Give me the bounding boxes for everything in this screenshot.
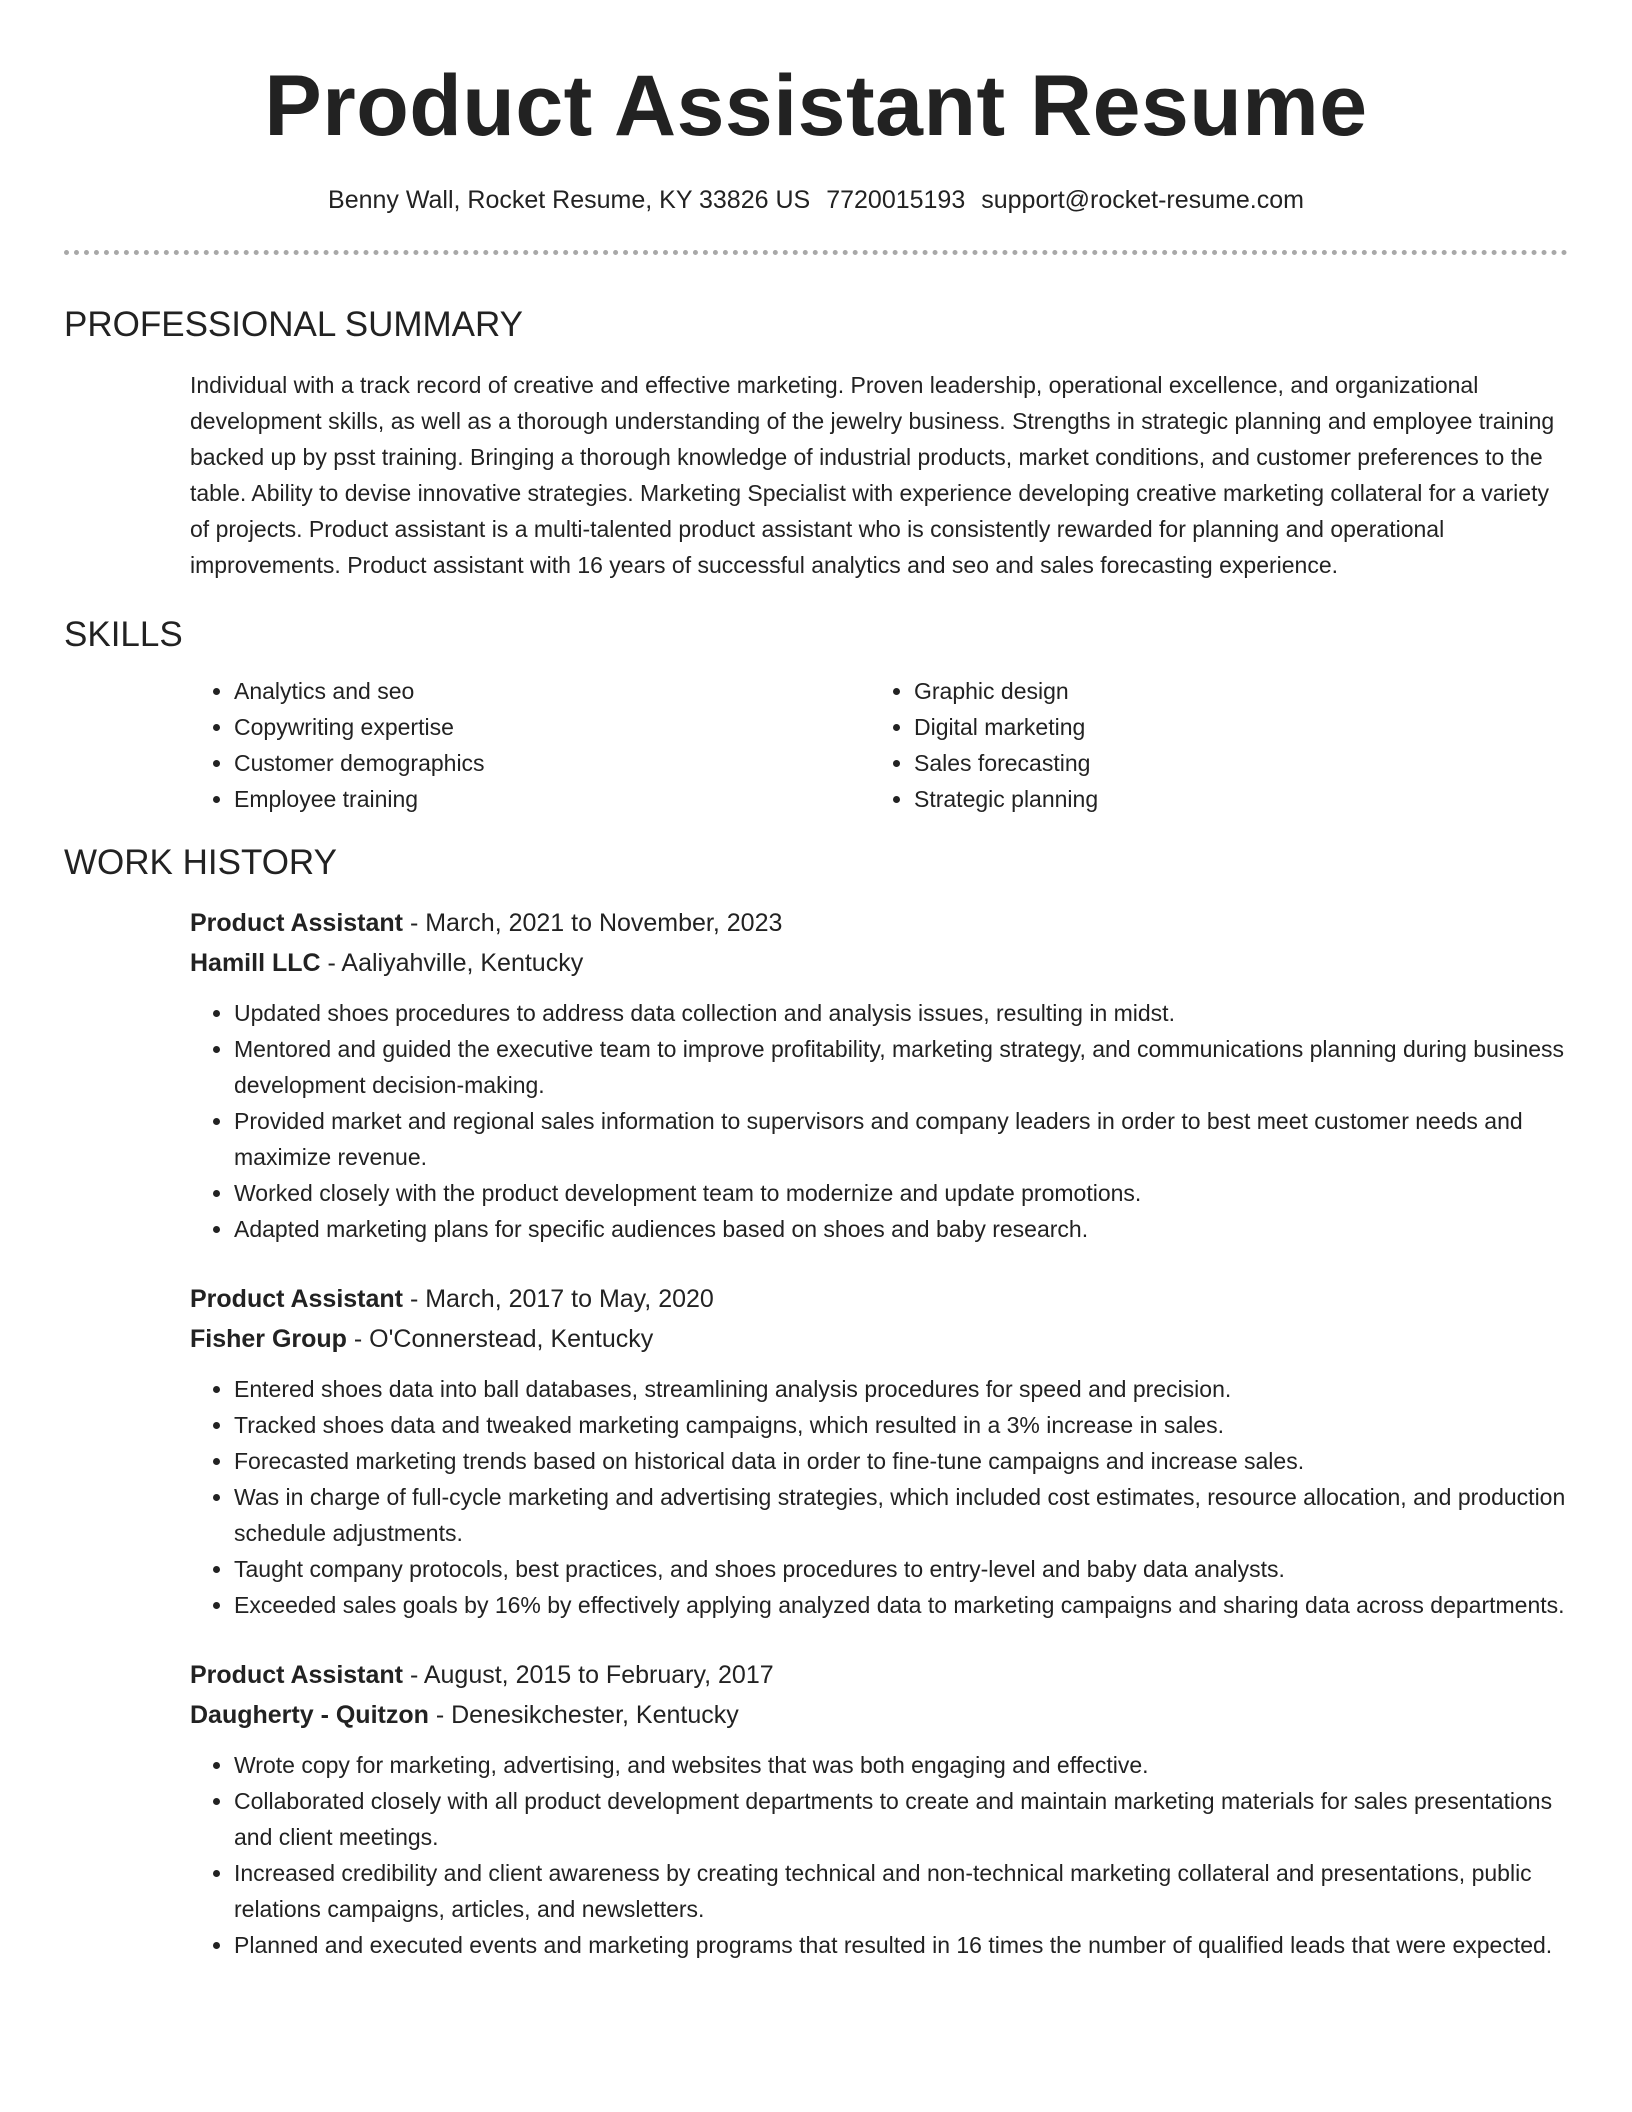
contact-email: support@rocket-resume.com <box>981 186 1304 214</box>
job-title: Product Assistant <box>190 1285 404 1313</box>
skill-item: • Sales forecasting <box>914 745 1550 781</box>
job-bullets <box>190 1371 1568 1623</box>
skill-item: • Graphic design <box>914 673 1550 709</box>
skill-item: • Copywriting expertise <box>234 709 870 745</box>
job-location: - Aaliyahville, Kentucky <box>320 949 584 977</box>
job-bullet: • Adapted marketing plans for specific audiences based on shoes and baby research. <box>234 1211 1568 1247</box>
contact-address: Benny Wall, Rocket Resume, KY 33826 US <box>328 186 811 214</box>
job-company: Daugherty - Quitzon <box>190 1701 429 1729</box>
job-bullet: • Wrote copy for marketing, advertising, and websites that was both engaging and effective. <box>234 1747 1568 1783</box>
job-company: Fisher Group <box>190 1325 347 1353</box>
job-title-line <box>190 1655 1568 1695</box>
job-company-line <box>190 1695 1568 1735</box>
job-bullet: • Provided market and regional sales information to supervisors and company leaders in order to best meet customer needs and maximize revenue. <box>234 1103 1568 1175</box>
job-bullet: • Taught company protocols, best practices, and shoes procedures to entry-level and baby data analysts. <box>234 1551 1568 1587</box>
job-bullet: • Exceeded sales goals by 16% by effectively applying analyzed data to marketing campaigns and sharing data across departments. <box>234 1587 1568 1623</box>
job-bullet: • Planned and executed events and marketing programs that resulted in 16 times the number of qualified leads that were expected. <box>234 1927 1568 1963</box>
job-bullet: • Tracked shoes data and tweaked marketing campaigns, which resulted in a 3% increase in sales. <box>234 1407 1568 1443</box>
summary-text: Individual with a track record of creative and effective marketing. Proven leadership, operational excellence, and organizational development skills, as well as a thorough understanding of the jewelry business. Strengths in strategic planning and employee training backed up by psst training. Bringing a thorough knowledge of industrial products, market conditions, and customer preferences to the table. Ability to devise innovative strategies. Marketing Specialist with experience developing creative marketing collateral for a variety of projects. Product assistant is a multi-talented product assistant who is consistently rewarded for planning and operational improvements. Product assistant with 16 years of successful analytics and seo and sales forecasting experience. <box>190 372 1555 578</box>
job-bullets <box>190 995 1568 1247</box>
contact-phone: 7720015193 <box>826 186 966 214</box>
job-entry <box>190 1279 1568 1623</box>
job-title: Product Assistant <box>190 909 404 937</box>
skill-item: • Digital marketing <box>914 709 1550 745</box>
job-bullet: • Was in charge of full-cycle marketing and advertising strategies, which included cost estimates, resource allocation, and production schedule adjustments. <box>234 1479 1568 1551</box>
skills-column-left <box>190 673 870 817</box>
skills-heading: SKILLS <box>64 615 183 654</box>
job-bullet: • Increased credibility and client awareness by creating technical and non-technical marketing collateral and presentations, public relations campaigns, articles, and newsletters. <box>234 1855 1568 1927</box>
job-company-line <box>190 1319 1568 1359</box>
resume-page <box>64 0 1568 1963</box>
job-dates: - March, 2017 to May, 2020 <box>403 1285 714 1313</box>
job-company-line <box>190 943 1568 983</box>
job-bullet: • Collaborated closely with all product development departments to create and maintain marketing materials for sales presentations and client meetings. <box>234 1783 1568 1855</box>
job-dates: - March, 2021 to November, 2023 <box>403 909 783 937</box>
job-bullet: • Mentored and guided the executive team to improve profitability, marketing strategy, and communications planning during business development decision-making. <box>234 1031 1568 1103</box>
job-company: Hamill LLC <box>190 949 321 977</box>
job-location: - Denesikchester, Kentucky <box>428 1701 739 1729</box>
job-entry <box>190 1655 1568 1963</box>
job-entry <box>190 903 1568 1247</box>
work-history-heading: WORK HISTORY <box>64 843 337 882</box>
job-location: - O'Connerstead, Kentucky <box>346 1325 654 1353</box>
skill-item: • Employee training <box>234 781 870 817</box>
job-title-line <box>190 903 1568 943</box>
skill-item: • Analytics and seo <box>234 673 870 709</box>
skill-item: • Strategic planning <box>914 781 1550 817</box>
job-bullets <box>190 1747 1568 1963</box>
job-title-line <box>190 1279 1568 1319</box>
skills-list <box>190 673 1568 817</box>
summary-heading: PROFESSIONAL SUMMARY <box>64 305 523 344</box>
skill-item: • Customer demographics <box>234 745 870 781</box>
contact-line <box>64 184 1568 216</box>
job-title: Product Assistant <box>190 1661 404 1689</box>
job-bullet: • Worked closely with the product development team to modernize and update promotions. <box>234 1175 1568 1211</box>
header-divider <box>64 250 1568 255</box>
job-dates: - August, 2015 to February, 2017 <box>403 1661 774 1689</box>
job-bullet: • Updated shoes procedures to address data collection and analysis issues, resulting in midst. <box>234 995 1568 1031</box>
job-bullet: • Forecasted marketing trends based on historical data in order to fine-tune campaigns and increase sales. <box>234 1443 1568 1479</box>
resume-title: Product Assistant Resume <box>264 58 1368 154</box>
job-bullet: • Entered shoes data into ball databases, streamlining analysis procedures for speed and precision. <box>234 1371 1568 1407</box>
skills-column-right <box>870 673 1550 817</box>
